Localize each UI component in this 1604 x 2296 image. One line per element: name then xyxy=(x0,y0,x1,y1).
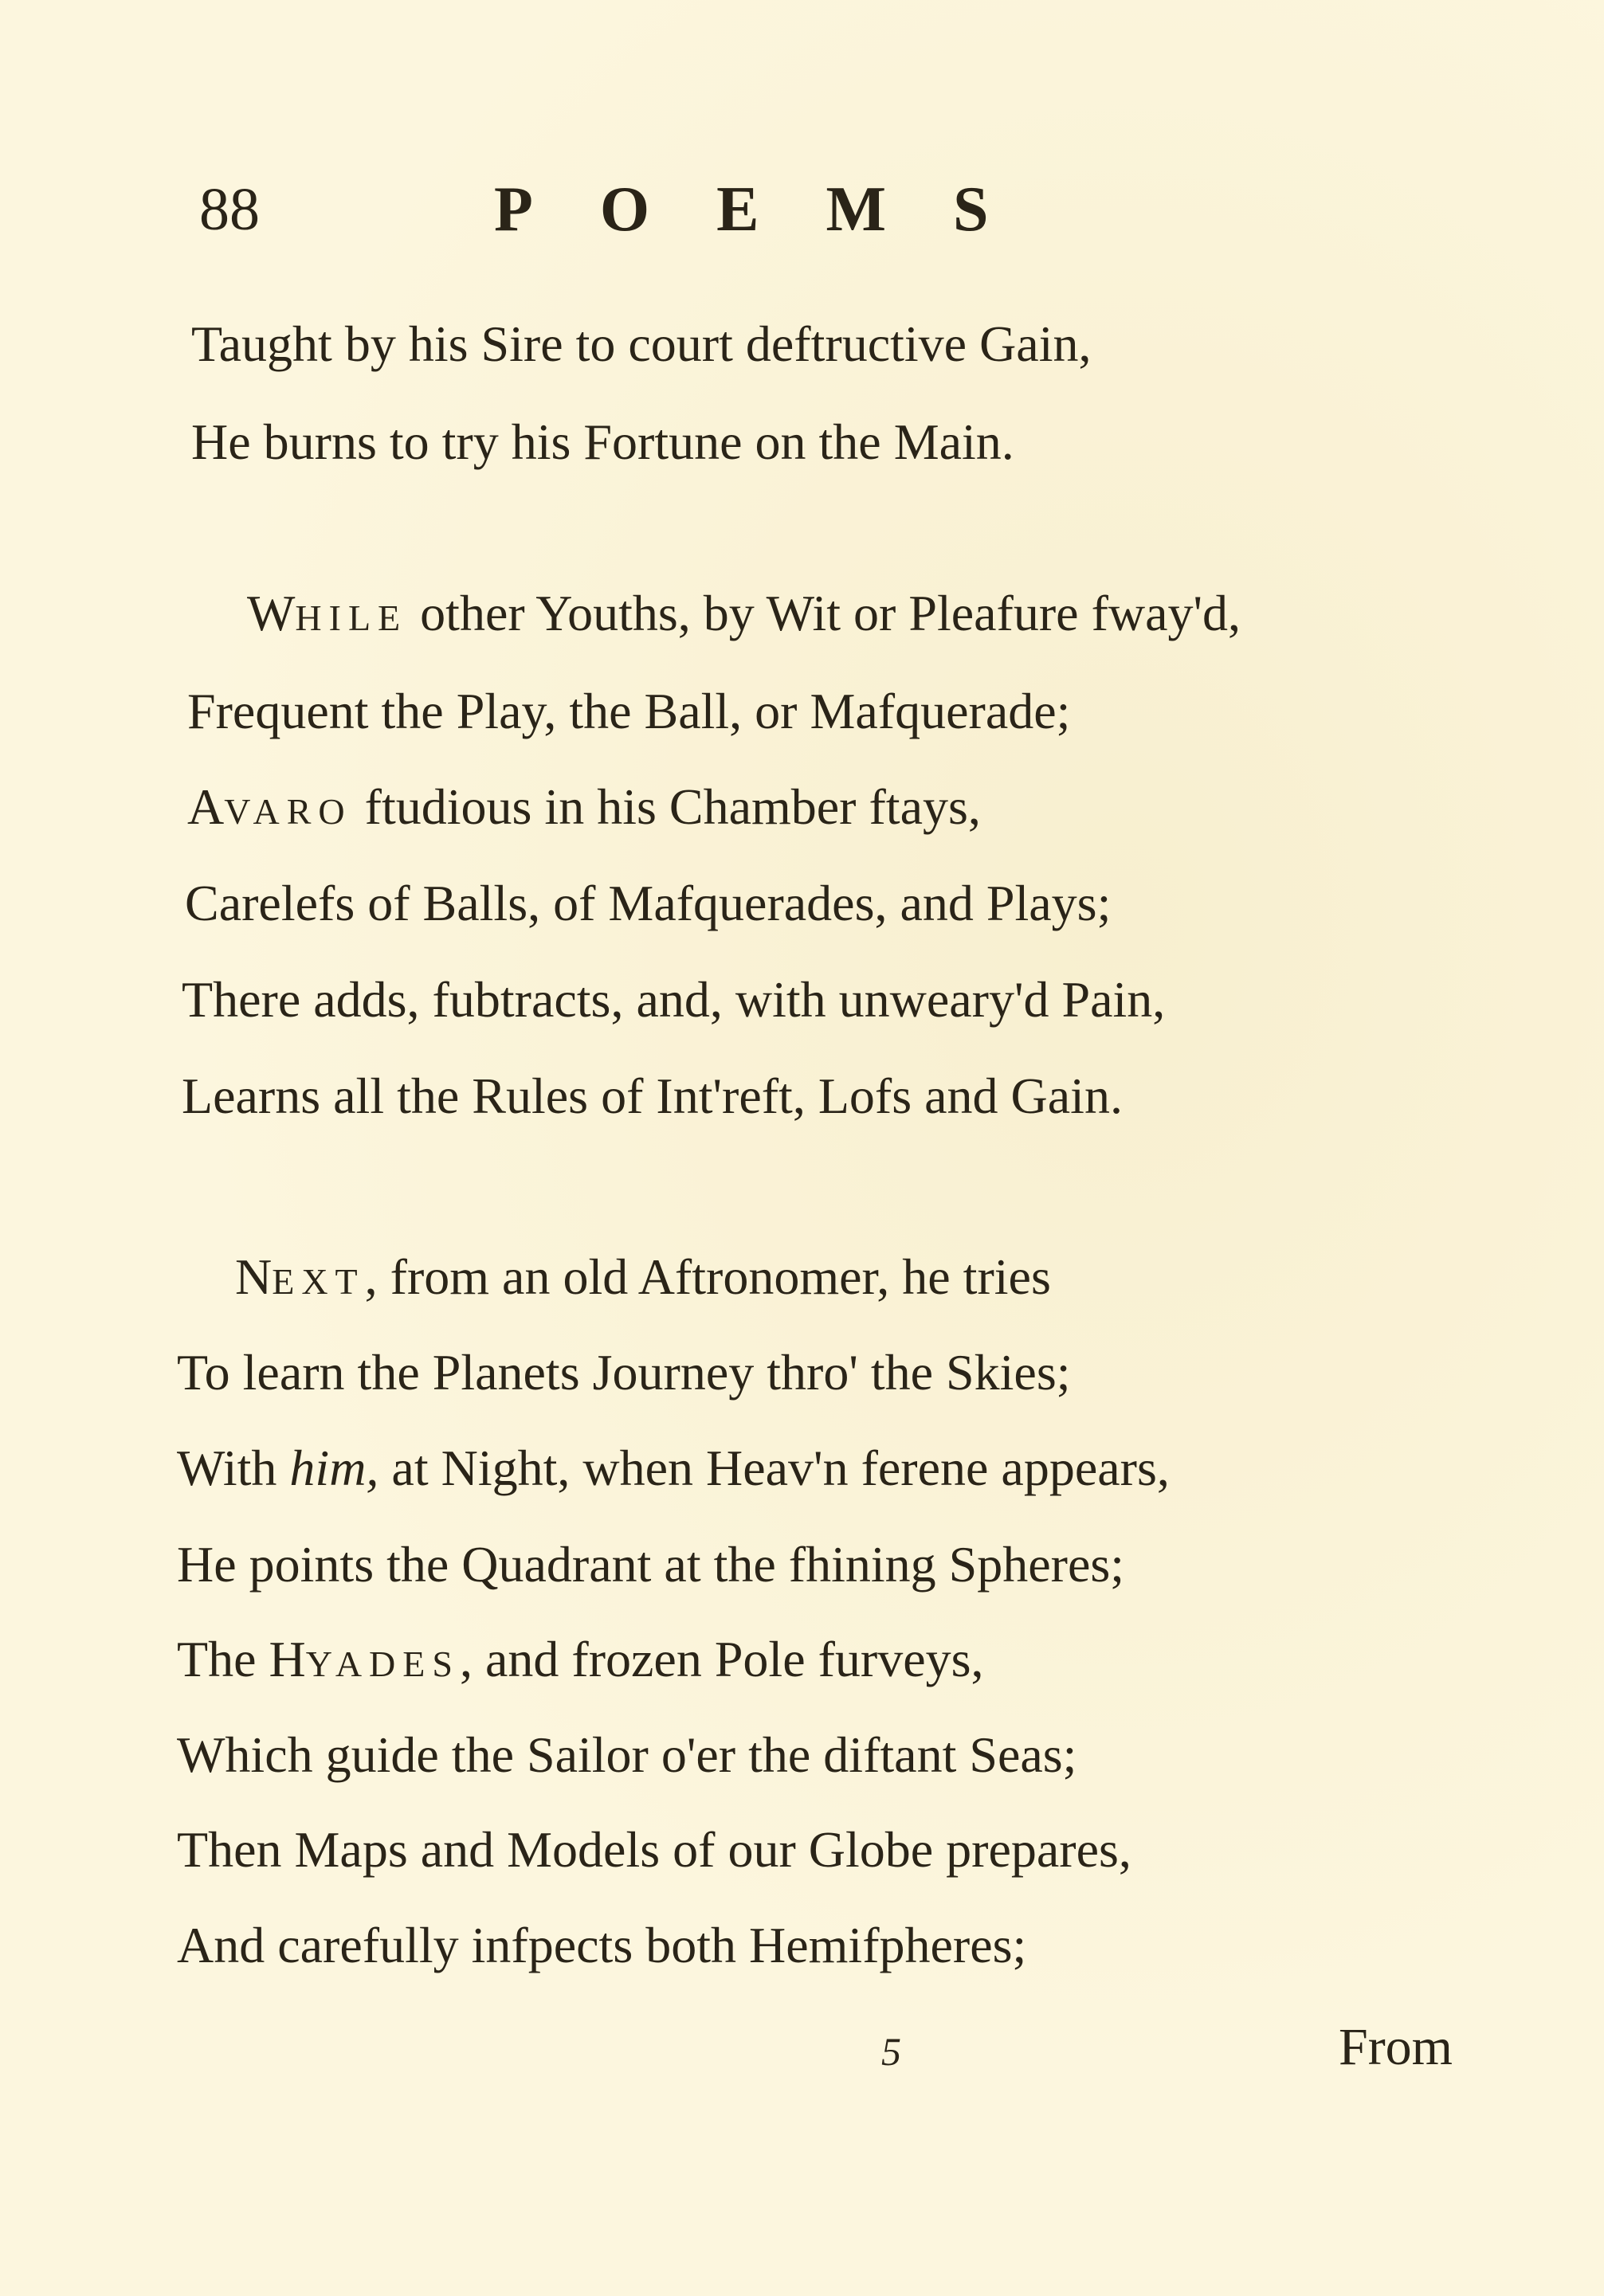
running-title: POEMS xyxy=(494,174,1056,245)
drop-initial: W xyxy=(247,585,296,641)
verse-text: With xyxy=(177,1440,290,1496)
italic-word: him, xyxy=(289,1440,379,1496)
verse-line xyxy=(177,1436,1170,1500)
small-caps-name: VARO xyxy=(224,791,352,832)
verse-text: , and frozen Pole furveys, xyxy=(459,1631,984,1687)
verse-line: Frequent the Play, the Ball, or Mafquerade; xyxy=(187,683,1071,739)
verse-line: He burns to try his Fortune on the Main. xyxy=(191,413,1014,470)
small-caps-name: YADES xyxy=(305,1644,460,1684)
verse-line: Which guide the Sailor o'er the diftant Seas; xyxy=(177,1726,1077,1783)
verse-line-stanza-opening xyxy=(247,582,1241,650)
verse-line: He points the Quadrant at the fhining Spheres; xyxy=(177,1536,1125,1593)
drop-initial: N xyxy=(235,1248,273,1305)
verse-text: ftudious in his Chamber ftays, xyxy=(351,778,981,835)
verse-line: And carefully infpects both Hemifpheres; xyxy=(177,1917,1027,1973)
verse-line: There adds, fubtracts, and, with unweary'd Pain, xyxy=(182,971,1166,1028)
page-header xyxy=(199,174,1235,245)
verse-text: The xyxy=(177,1631,269,1687)
verse-line: Learns all the Rules of Int'reft, Lofs and Gain. xyxy=(182,1068,1123,1124)
signature-mark: 5 xyxy=(881,2029,901,2074)
verse-line-stanza-opening xyxy=(235,1245,1051,1314)
verse-text: at Night, when Heav'n ferene appears, xyxy=(378,1440,1170,1496)
verse-line xyxy=(177,1628,984,1696)
verse-text: , from an old Aftronomer, he tries xyxy=(364,1248,1051,1305)
catchword: From xyxy=(1339,2018,1453,2076)
name-initial: H xyxy=(269,1631,306,1687)
verse-text: other Youths, by Wit or Pleafure fway'd, xyxy=(407,585,1241,641)
verse-line: To learn the Planets Journey thro' the Skies; xyxy=(177,1344,1071,1401)
verse-line: Then Maps and Models of our Globe prepares, xyxy=(177,1821,1131,1878)
small-caps-lead: HILE xyxy=(295,598,408,638)
verse-line: Carelefs of Balls, of Mafquerades, and Plays; xyxy=(185,875,1112,931)
page-number: 88 xyxy=(199,176,260,243)
verse-line xyxy=(187,775,981,844)
verse-line: Taught by his Sire to court deftructive Gain, xyxy=(191,315,1092,372)
name-initial: A xyxy=(187,778,225,835)
small-caps-lead: EXT xyxy=(272,1261,365,1302)
